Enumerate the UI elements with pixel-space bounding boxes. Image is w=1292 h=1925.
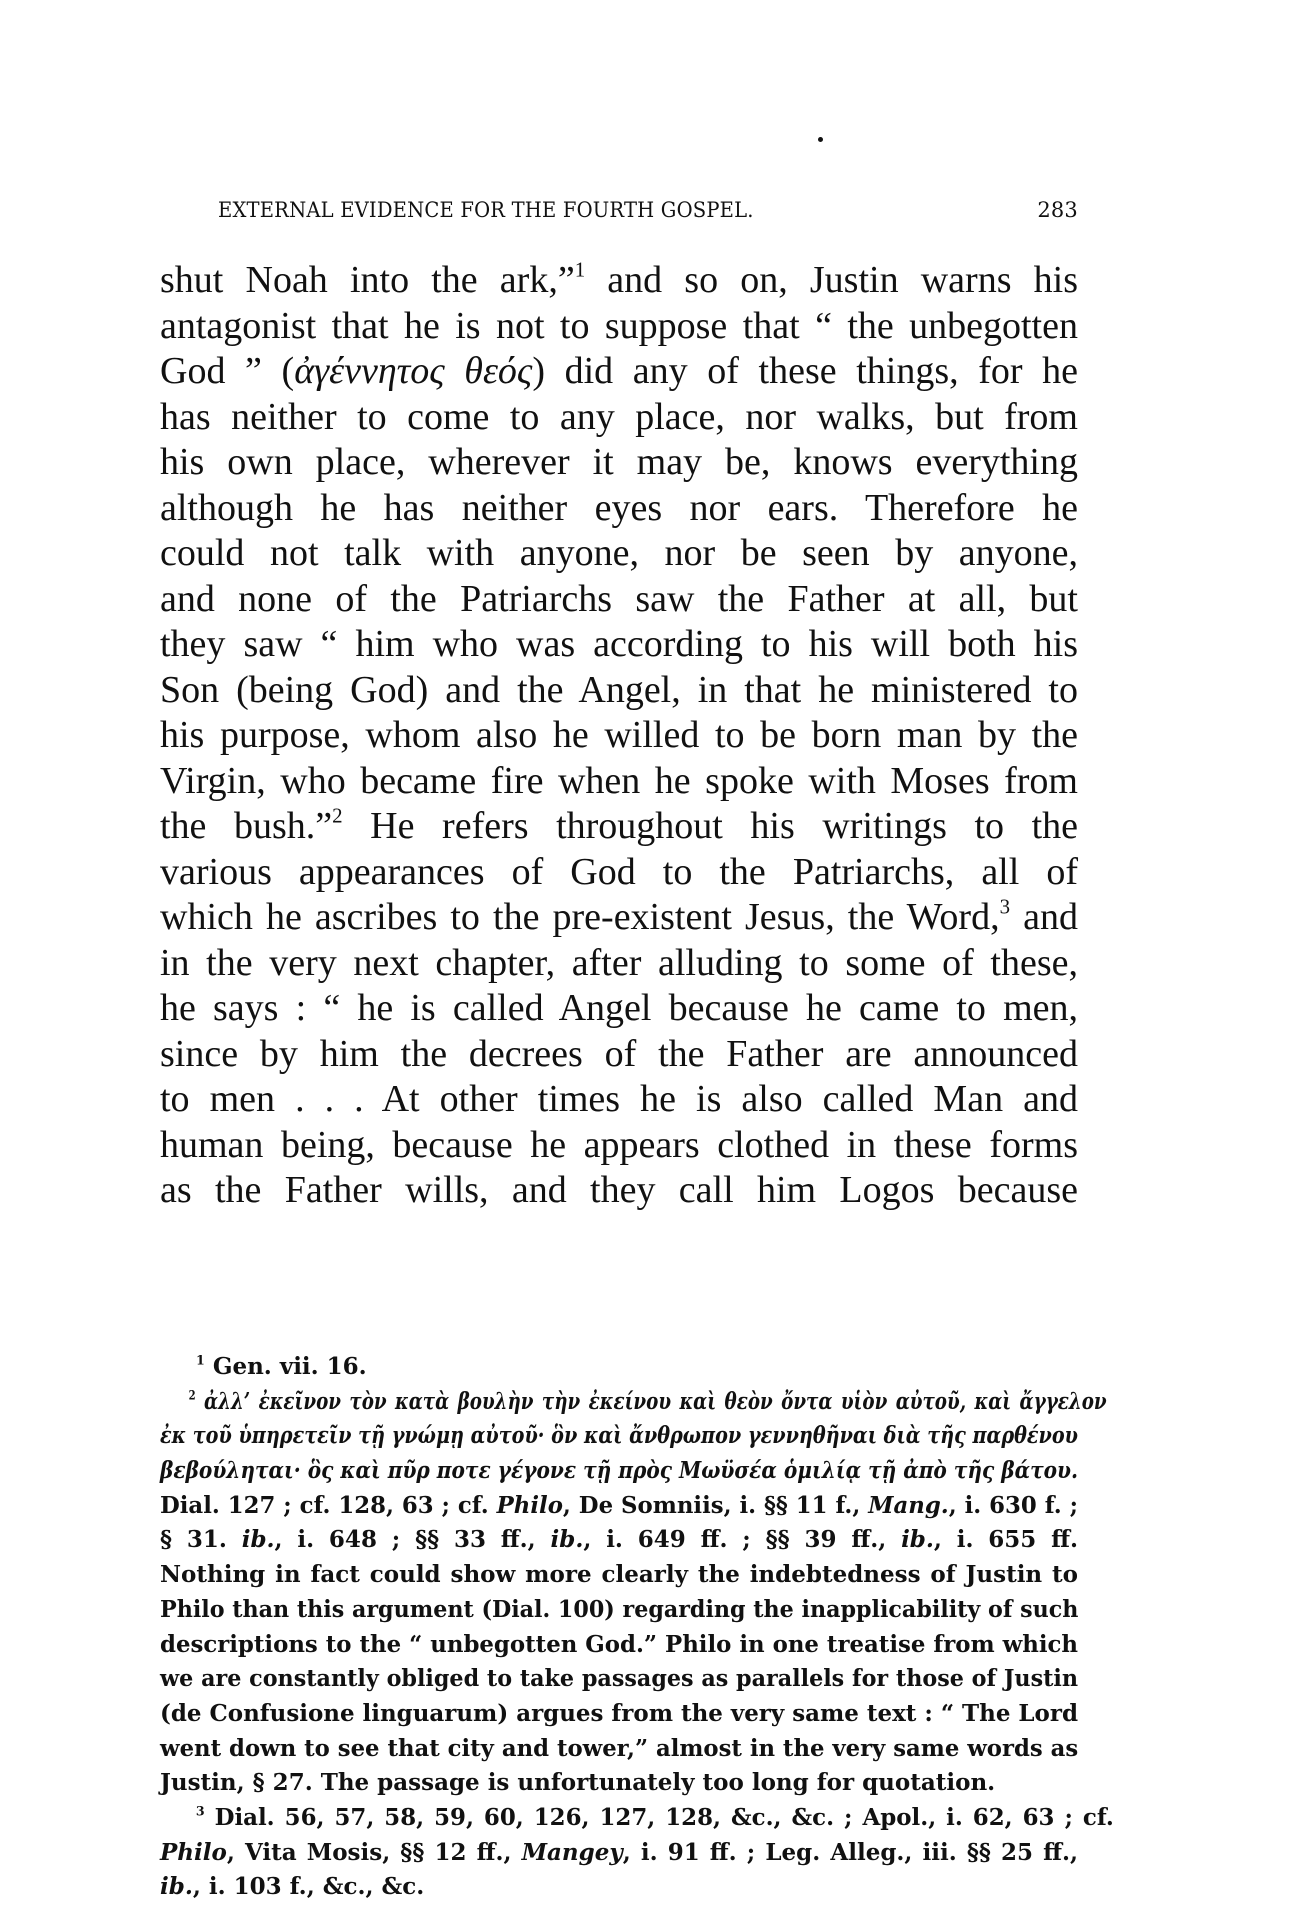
text-run: , De Somniis, i. §§ 11 f.,: [562, 1491, 869, 1519]
body-text: [160, 258, 1078, 1214]
running-title: EXTERNAL EVIDENCE FOR THE FOURTH GOSPEL.: [218, 198, 754, 222]
footnote-mark: 2: [188, 1387, 196, 1403]
footnote-2-commentary-line: Philo than this argument (Dial. 100) regarding the inapplicability of such: [160, 1595, 1079, 1623]
body-line: his purpose, whom also he willed to be born man by the: [160, 714, 1078, 756]
footnote-text: Gen. vii. 16.: [212, 1353, 367, 1380]
running-header: [160, 198, 1078, 228]
body-line: could not talk with anyone, nor be seen by anyone,: [160, 532, 1078, 574]
text-run: the bush.”: [160, 805, 333, 847]
body-line: [160, 895, 1078, 941]
text-run: He refers throughout his writings to the: [342, 805, 1079, 847]
footnote-3-line: [160, 1836, 1078, 1871]
footnote-2-greek-line: [160, 1385, 1107, 1420]
text-run: , i. 649 ff. ; §§ 39 ff.,: [583, 1526, 902, 1554]
text-run: Dial. 56, 57, 58, 59, 60, 126, 127, 128, &c., &c. ; Apol., i. 62, 63 ; cf.: [214, 1803, 1114, 1831]
text-run: , i. 655 ff.: [933, 1526, 1079, 1554]
greek-text: ἀλλ’ ἐκεῖνον τὸν κατὰ βουλὴν τὴν ἐκείνου καὶ θεὸν ὄντα υἱὸν αὐτοῦ, καὶ ἄγγελον: [204, 1387, 1107, 1415]
text-run: Dial. 127 ; cf. 128, 63 ; cf.: [160, 1491, 497, 1519]
body-line: since by him the decrees of the Father are announced: [160, 1032, 1078, 1075]
body-line: as the Father wills, and they call him Logos because: [160, 1169, 1078, 1211]
text-run: , i. 103 f., &c., &c.: [192, 1873, 425, 1901]
text-run: § 31.: [160, 1526, 242, 1554]
footnote-2-greek-line: βεβούληται· ὃς καὶ πῦρ ποτε γέγονε τῇ πρὸς Μωϋσέα ὁμιλίᾳ τῇ ἀπὸ τῆς βάτου.: [160, 1457, 1078, 1485]
footnote-mark: 3: [195, 1803, 205, 1819]
footnote-2-commentary-line: Justin, § 27. The passage is unfortunately too long for quotation.: [160, 1769, 996, 1797]
italic-run: Mangey: [521, 1838, 623, 1866]
text-run: ) did any of these things, for he: [532, 350, 1079, 392]
body-line: [160, 349, 1078, 395]
italic-run: ib.: [160, 1873, 193, 1901]
footnote-2-ref-line: [160, 1523, 1078, 1558]
footnotes: [160, 1350, 1114, 1905]
body-line: [160, 258, 1078, 304]
greek-phrase: ἀγέννητος θεός: [294, 350, 533, 392]
italic-run: Philo: [496, 1491, 563, 1519]
footnote-2-commentary-line: Nothing in fact could show more clearly the indebtedness of Justin to: [160, 1561, 1078, 1589]
footnote-mark: 1: [196, 1352, 205, 1368]
text-run: , i. 630 f. ;: [948, 1491, 1078, 1519]
text-run: shut Noah into the ark,”: [160, 259, 575, 301]
body-line: to men . . . At other times he is also called Man and: [160, 1078, 1078, 1120]
print-speck: [818, 137, 823, 142]
body-line: they saw “ him who was according to his will both his: [160, 623, 1078, 665]
italic-run: Philo: [160, 1838, 227, 1866]
footnote-2-commentary-line: descriptions to the “ unbegotten God.” Philo in one treatise from which: [160, 1630, 1078, 1658]
footnote-2-commentary-line: went down to see that city and tower,” almost in the very same words as: [160, 1734, 1079, 1762]
footnote-2-ref-line: [160, 1489, 1078, 1524]
footnote-3-line: [160, 1870, 1078, 1905]
footnote-ref-3[interactable]: 3: [999, 894, 1011, 919]
footnote-ref-1[interactable]: 1: [574, 257, 586, 282]
body-line: [160, 804, 1078, 850]
footnote-ref-2[interactable]: 2: [332, 803, 343, 828]
body-line: in the very next chapter, after alluding to some of these,: [160, 941, 1078, 984]
footnote-2-commentary-line: (de Confusione linguarum) argues from the very same text : “ The Lord: [160, 1699, 1078, 1727]
text-run: which he ascribes to the pre-existent Jesus, the Word,: [160, 896, 1000, 938]
text-run: , i. 91 ff. ; Leg. Alleg., iii. §§ 25 ff.,: [622, 1838, 1078, 1866]
footnote-1: [160, 1350, 1078, 1385]
page-number: 283: [1037, 198, 1078, 222]
body-line: Son (being God) and the Angel, in that he ministered to: [160, 668, 1078, 711]
body-line: although he has neither eyes nor ears. Therefore he: [160, 486, 1078, 529]
body-line: he says : “ he is called Angel because he came to men,: [160, 987, 1078, 1029]
body-line: and none of the Patriarchs saw the Father at all, but: [160, 577, 1078, 620]
italic-run: ib.: [550, 1526, 584, 1554]
body-line: Virgin, who became fire when he spoke with Moses from: [160, 759, 1078, 802]
italic-run: Mang.: [868, 1491, 949, 1519]
footnote-3-line: [160, 1801, 1114, 1836]
text-run: and so on, Justin warns his: [585, 259, 1078, 301]
body-line: has neither to come to any place, nor walks, but from: [160, 395, 1078, 438]
footnote-2-commentary-line: we are constantly obliged to take passages as parallels for those of Justin: [160, 1665, 1078, 1693]
body-line: antagonist that he is not to suppose that “ the unbegotten: [160, 304, 1078, 347]
body-line: human being, because he appears clothed in these forms: [160, 1123, 1078, 1166]
body-line: various appearances of God to the Patriarchs, all of: [160, 850, 1078, 893]
italic-run: ib.: [901, 1526, 934, 1554]
text-run: and: [1010, 896, 1078, 938]
body-line: his own place, wherever it may be, knows everything: [160, 441, 1078, 483]
footnote-2-greek-line: ἐκ τοῦ ὑπηρετεῖν τῇ γνώμῃ αὐτοῦ· ὃν καὶ ἄνθρωπον γεννηθῆναι διὰ τῆς παρθένου: [160, 1422, 1078, 1450]
text-run: , i. 648 ; §§ 33 ff.,: [274, 1526, 551, 1554]
text-run: , Vita Mosis, §§ 12 ff.,: [226, 1838, 522, 1866]
italic-run: ib.: [241, 1526, 275, 1554]
text-run: God ” (: [160, 350, 295, 392]
